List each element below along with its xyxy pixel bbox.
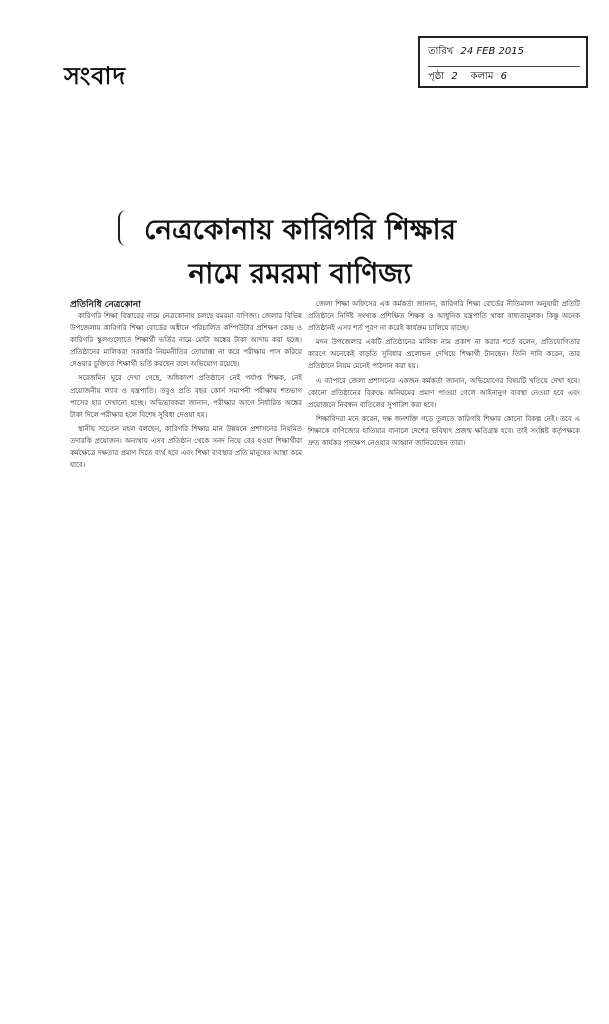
stamp-page-row — [428, 66, 580, 86]
stamp-page-label: পৃষ্ঠা — [428, 71, 445, 82]
stamp-date-value: 24 FEB 2015 — [460, 46, 524, 57]
article-paragraph: স্থানীয় সচেতন মহল বলছেন, কারিগরি শিক্ষার মান উন্নয়নে প্রশাসনের নিয়মিত তদারকি প্রয়োজন। অন্যথায় এসব প্রতিষ্ঠান থেকে সনদ নিয়ে বের হওয়া শিক্ষার্থীরা কর্মক্ষেত্রে দক্ষতার প্রমাণ দিতে ব্যর্থ হবে এবং শিক্ষা ব্যবস্থার প্রতি মানুষের আস্থা কমে যাবে। — [70, 424, 302, 470]
stamp-page-value: 2 — [451, 71, 458, 82]
article-paragraph: জেলা শিক্ষা অফিসের এক কর্মকর্তা জানান, কারিগরি শিক্ষা বোর্ডের নীতিমালা অনুযায়ী প্রতিটি প্রতিষ্ঠানে নির্দিষ্ট সংখ্যক প্রশিক্ষিত শিক্ষক ও আধুনিক যন্ত্রপাতি থাকা বাধ্যতামূলক। কিন্তু অনেক প্রতিষ্ঠানই এসব শর্ত পূরণ না করেই কার্যক্রম চালিয়ে যাচ্ছে। — [308, 300, 580, 333]
article-left-column — [70, 310, 302, 473]
article-paragraph: এ ব্যাপারে জেলা প্রশাসনের একজন কর্মকর্তা জানান, অভিযোগের বিষয়টি খতিয়ে দেখা হবে। কোনো প্রতিষ্ঠানের বিরুদ্ধে অনিয়মের প্রমাণ পাওয়া গেলে আইনানুগ ব্যবস্থা নেওয়া হবে এবং প্রয়োজনে নিবন্ধন বাতিলের সুপারিশ করা হবে। — [308, 376, 580, 409]
headline-line-1: নেত্রকোনায় কারিগরি শিক্ষার — [143, 213, 457, 246]
article-paragraph: মদন উপজেলার একটি প্রতিষ্ঠানের মালিক নাম প্রকাশ না করার শর্তে বলেন, প্রতিযোগিতার কারণে অনেকেই বাড়তি সুবিধার প্রলোভন দেখিয়ে শিক্ষার্থী টানছেন। তিনি দাবি করেন, তার প্রতিষ্ঠানে নিয়ম মেনেই পাঠদান করা হয়। — [308, 338, 580, 371]
article-paragraph: সরেজমিন ঘুরে দেখা গেছে, অধিকাংশ প্রতিষ্ঠানে নেই পর্যাপ্ত শিক্ষক, নেই প্রয়োজনীয় ল্যাব ও যন্ত্রপাতি। তবুও প্রতি বছর কোর্স সমাপনী পরীক্ষায় শতভাগ পাসের হার দেখানো হচ্ছে। অভিভাবকরা জানান, পরীক্ষার আগে নির্ধারিত অঙ্কের টাকা দিলে পরীক্ষার হলে বিশেষ সুবিধা দেওয়া হয়। — [70, 374, 302, 419]
stamp-date-row — [428, 44, 580, 61]
article-paragraph: কারিগরি শিক্ষা বিস্তারের নামে নেত্রকোনায় চলছে রমরমা বাণিজ্য। জেলার বিভিন্ন উপজেলায় কারিগরি শিক্ষা বোর্ডের অধীনে পরিচালিত কম্পিউটার প্রশিক্ষণ কেন্দ্র ও কারিগরি স্কুলগুলোতে শিক্ষার্থী ভর্তির নামে মোটা অঙ্কের টাকা আদায় করা হচ্ছে। প্রতিষ্ঠানের মালিকরা সরকারি নিয়মনীতির তোয়াক্কা না করে পরীক্ষায় পাস করিয়ে দেওয়ার চুক্তিতে শিক্ষার্থী ভর্তি করছেন বলে অভিযোগ রয়েছে। — [70, 312, 302, 369]
stamp-column-label: কলাম — [470, 71, 494, 82]
headline-line-2: নামে রমরমা বাণিজ্য — [188, 257, 412, 290]
stamp-column-value: 6 — [500, 71, 507, 82]
stamp-date-label: তারিখ — [428, 46, 454, 57]
byline: প্রতিনিধি নেত্রকোনা — [70, 300, 141, 310]
article-right-column — [308, 298, 580, 451]
newspaper-name: সংবাদ — [64, 61, 127, 90]
clipping-stamp — [418, 36, 588, 88]
article-paragraph: শিক্ষাবিদরা মনে করেন, দক্ষ জনশক্তি গড়ে তুলতে কারিগরি শিক্ষার কোনো বিকল্প নেই। তবে এ শিক্ষাকে বাণিজ্যের হাতিয়ার বানালে দেশের ভবিষ্যৎ প্রজন্ম ক্ষতিগ্রস্ত হবে। তাই সংশ্লিষ্ট কর্তৃপক্ষকে দ্রুত কার্যকর পদক্ষেপ নেওয়ার আহ্বান জানিয়েছেন তারা। — [308, 414, 580, 448]
